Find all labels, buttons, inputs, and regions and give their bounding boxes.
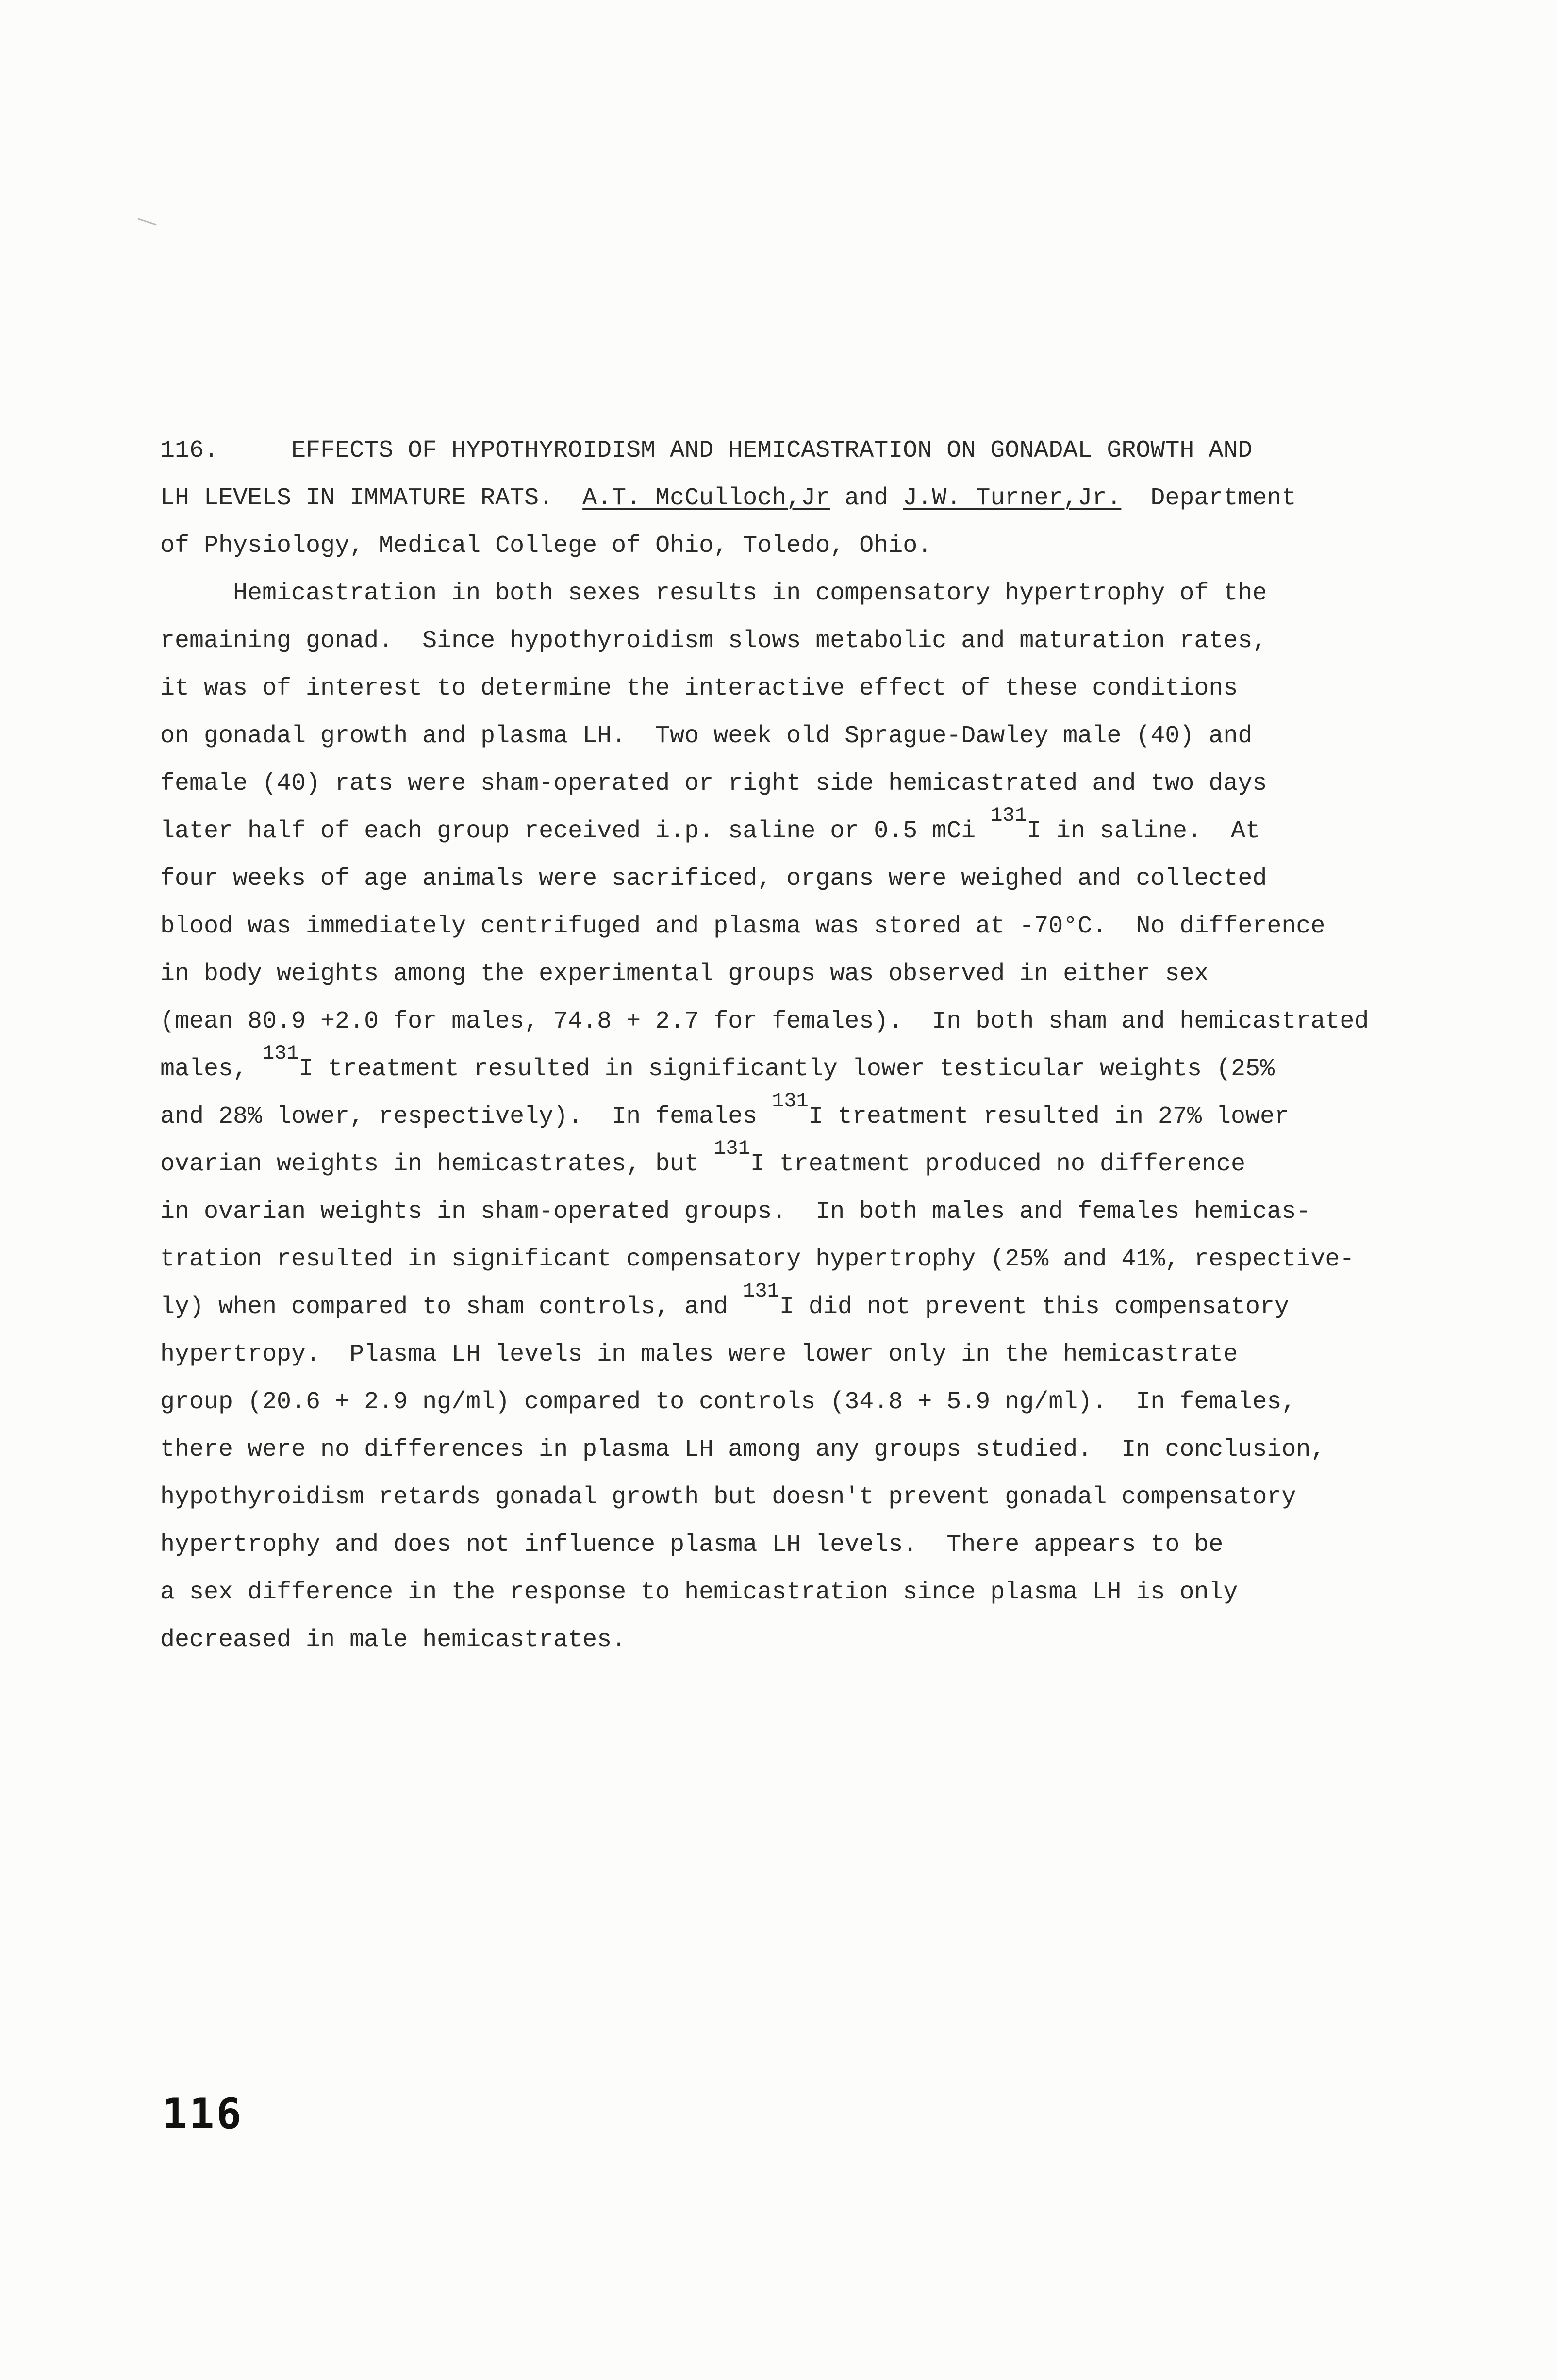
body-line-5: female (40) rats were sham-operated or right side hemicastrated and two days bbox=[160, 770, 1267, 798]
body-line-20: hypothyroidism retards gonadal growth but doesn't prevent gonadal compensatory bbox=[160, 1483, 1296, 1511]
body-line-9: in body weights among the experimental groups was observed in either sex bbox=[160, 960, 1209, 988]
body-line-13-text-a: ovarian weights in hemicastrates, but bbox=[160, 1150, 714, 1178]
author-1: A.T. McCulloch,Jr bbox=[582, 484, 830, 512]
body-line-4: on gonadal growth and plasma LH. Two week old Sprague-Dawley male (40) and bbox=[160, 722, 1253, 750]
body-line-12-text-a: and 28% lower, respectively). In females bbox=[160, 1103, 772, 1131]
body-line-8: blood was immediately centrifuged and plasma was stored at -70°C. No difference bbox=[160, 913, 1325, 940]
title-line-1 bbox=[160, 427, 1252, 475]
body-line-23: decreased in male hemicastrates. bbox=[160, 1626, 627, 1654]
affiliation-line: of Physiology, Medical College of Ohio, Toledo, Ohio. bbox=[160, 532, 932, 560]
author-2: J.W. Turner,Jr. bbox=[903, 484, 1122, 512]
body-line-6-text-a: later half of each group received i.p. saline or 0.5 mCi bbox=[160, 817, 991, 845]
abstract-title-part-1: EFFECTS OF HYPOTHYROIDISM AND HEMICASTRATION ON GONADAL GROWTH AND bbox=[291, 437, 1253, 465]
abstract-title-part-2: LH LEVELS IN IMMATURE RATS. bbox=[160, 484, 554, 512]
stray-pen-mark bbox=[134, 218, 156, 234]
body-line-13-text-b: I treatment produced no difference bbox=[750, 1150, 1245, 1178]
author-conjunction: and bbox=[845, 484, 889, 512]
body-line-17: hypertropy. Plasma LH levels in males were lower only in the hemicastrate bbox=[160, 1341, 1238, 1368]
body-line-1: Hemicastration in both sexes results in compensatory hypertrophy of the bbox=[160, 580, 1267, 607]
body-line-21: hypertrophy and does not influence plasma LH levels. There appears to be bbox=[160, 1531, 1224, 1559]
page-number: 116 bbox=[162, 2090, 244, 2138]
body-line-11-text-a: males, bbox=[160, 1055, 263, 1083]
body-line-13 bbox=[160, 1137, 1245, 1188]
isotope-superscript: 131 bbox=[262, 1042, 299, 1065]
body-line-6-text-b: I in saline. At bbox=[1027, 817, 1260, 845]
title-line-2 bbox=[160, 475, 1296, 522]
body-line-6 bbox=[160, 804, 1260, 855]
body-line-16-text-b: I did not prevent this compensatory bbox=[779, 1293, 1289, 1321]
body-line-11 bbox=[160, 1042, 1275, 1093]
body-line-14: in ovarian weights in sham-operated groups. In both males and females hemicas- bbox=[160, 1198, 1311, 1226]
body-line-12 bbox=[160, 1089, 1290, 1141]
body-line-12-text-b: I treatment resulted in 27% lower bbox=[808, 1103, 1290, 1131]
body-line-11-text-b: I treatment resulted in significantly lower testicular weights (25% bbox=[298, 1055, 1275, 1083]
isotope-superscript: 131 bbox=[772, 1089, 809, 1113]
body-line-7: four weeks of age animals were sacrificed, organs were weighed and collected bbox=[160, 865, 1267, 893]
body-line-19: there were no differences in plasma LH among any groups studied. In conclusion, bbox=[160, 1436, 1325, 1464]
body-line-2: remaining gonad. Since hypothyroidism slows metabolic and maturation rates, bbox=[160, 627, 1267, 655]
body-line-15: tration resulted in significant compensatory hypertrophy (25% and 41%, respective- bbox=[160, 1246, 1355, 1273]
body-line-16-text-a: ly) when compared to sham controls, and bbox=[160, 1293, 743, 1321]
isotope-superscript: 131 bbox=[990, 804, 1027, 827]
body-line-10: (mean 80.9 +2.0 for males, 74.8 + 2.7 for females). In both sham and hemicastrated bbox=[160, 1008, 1369, 1035]
abstract-number: 116. bbox=[160, 437, 219, 465]
body-line-3: it was of interest to determine the interactive effect of these conditions bbox=[160, 675, 1238, 702]
body-line-16 bbox=[160, 1280, 1289, 1331]
body-line-18: group (20.6 + 2.9 ng/ml) compared to controls (34.8 + 5.9 ng/ml). In females, bbox=[160, 1388, 1296, 1416]
isotope-superscript: 131 bbox=[713, 1137, 750, 1160]
department-label: Department bbox=[1150, 484, 1296, 512]
isotope-superscript: 131 bbox=[743, 1280, 779, 1303]
body-line-22: a sex difference in the response to hemicastration since plasma LH is only bbox=[160, 1579, 1238, 1606]
